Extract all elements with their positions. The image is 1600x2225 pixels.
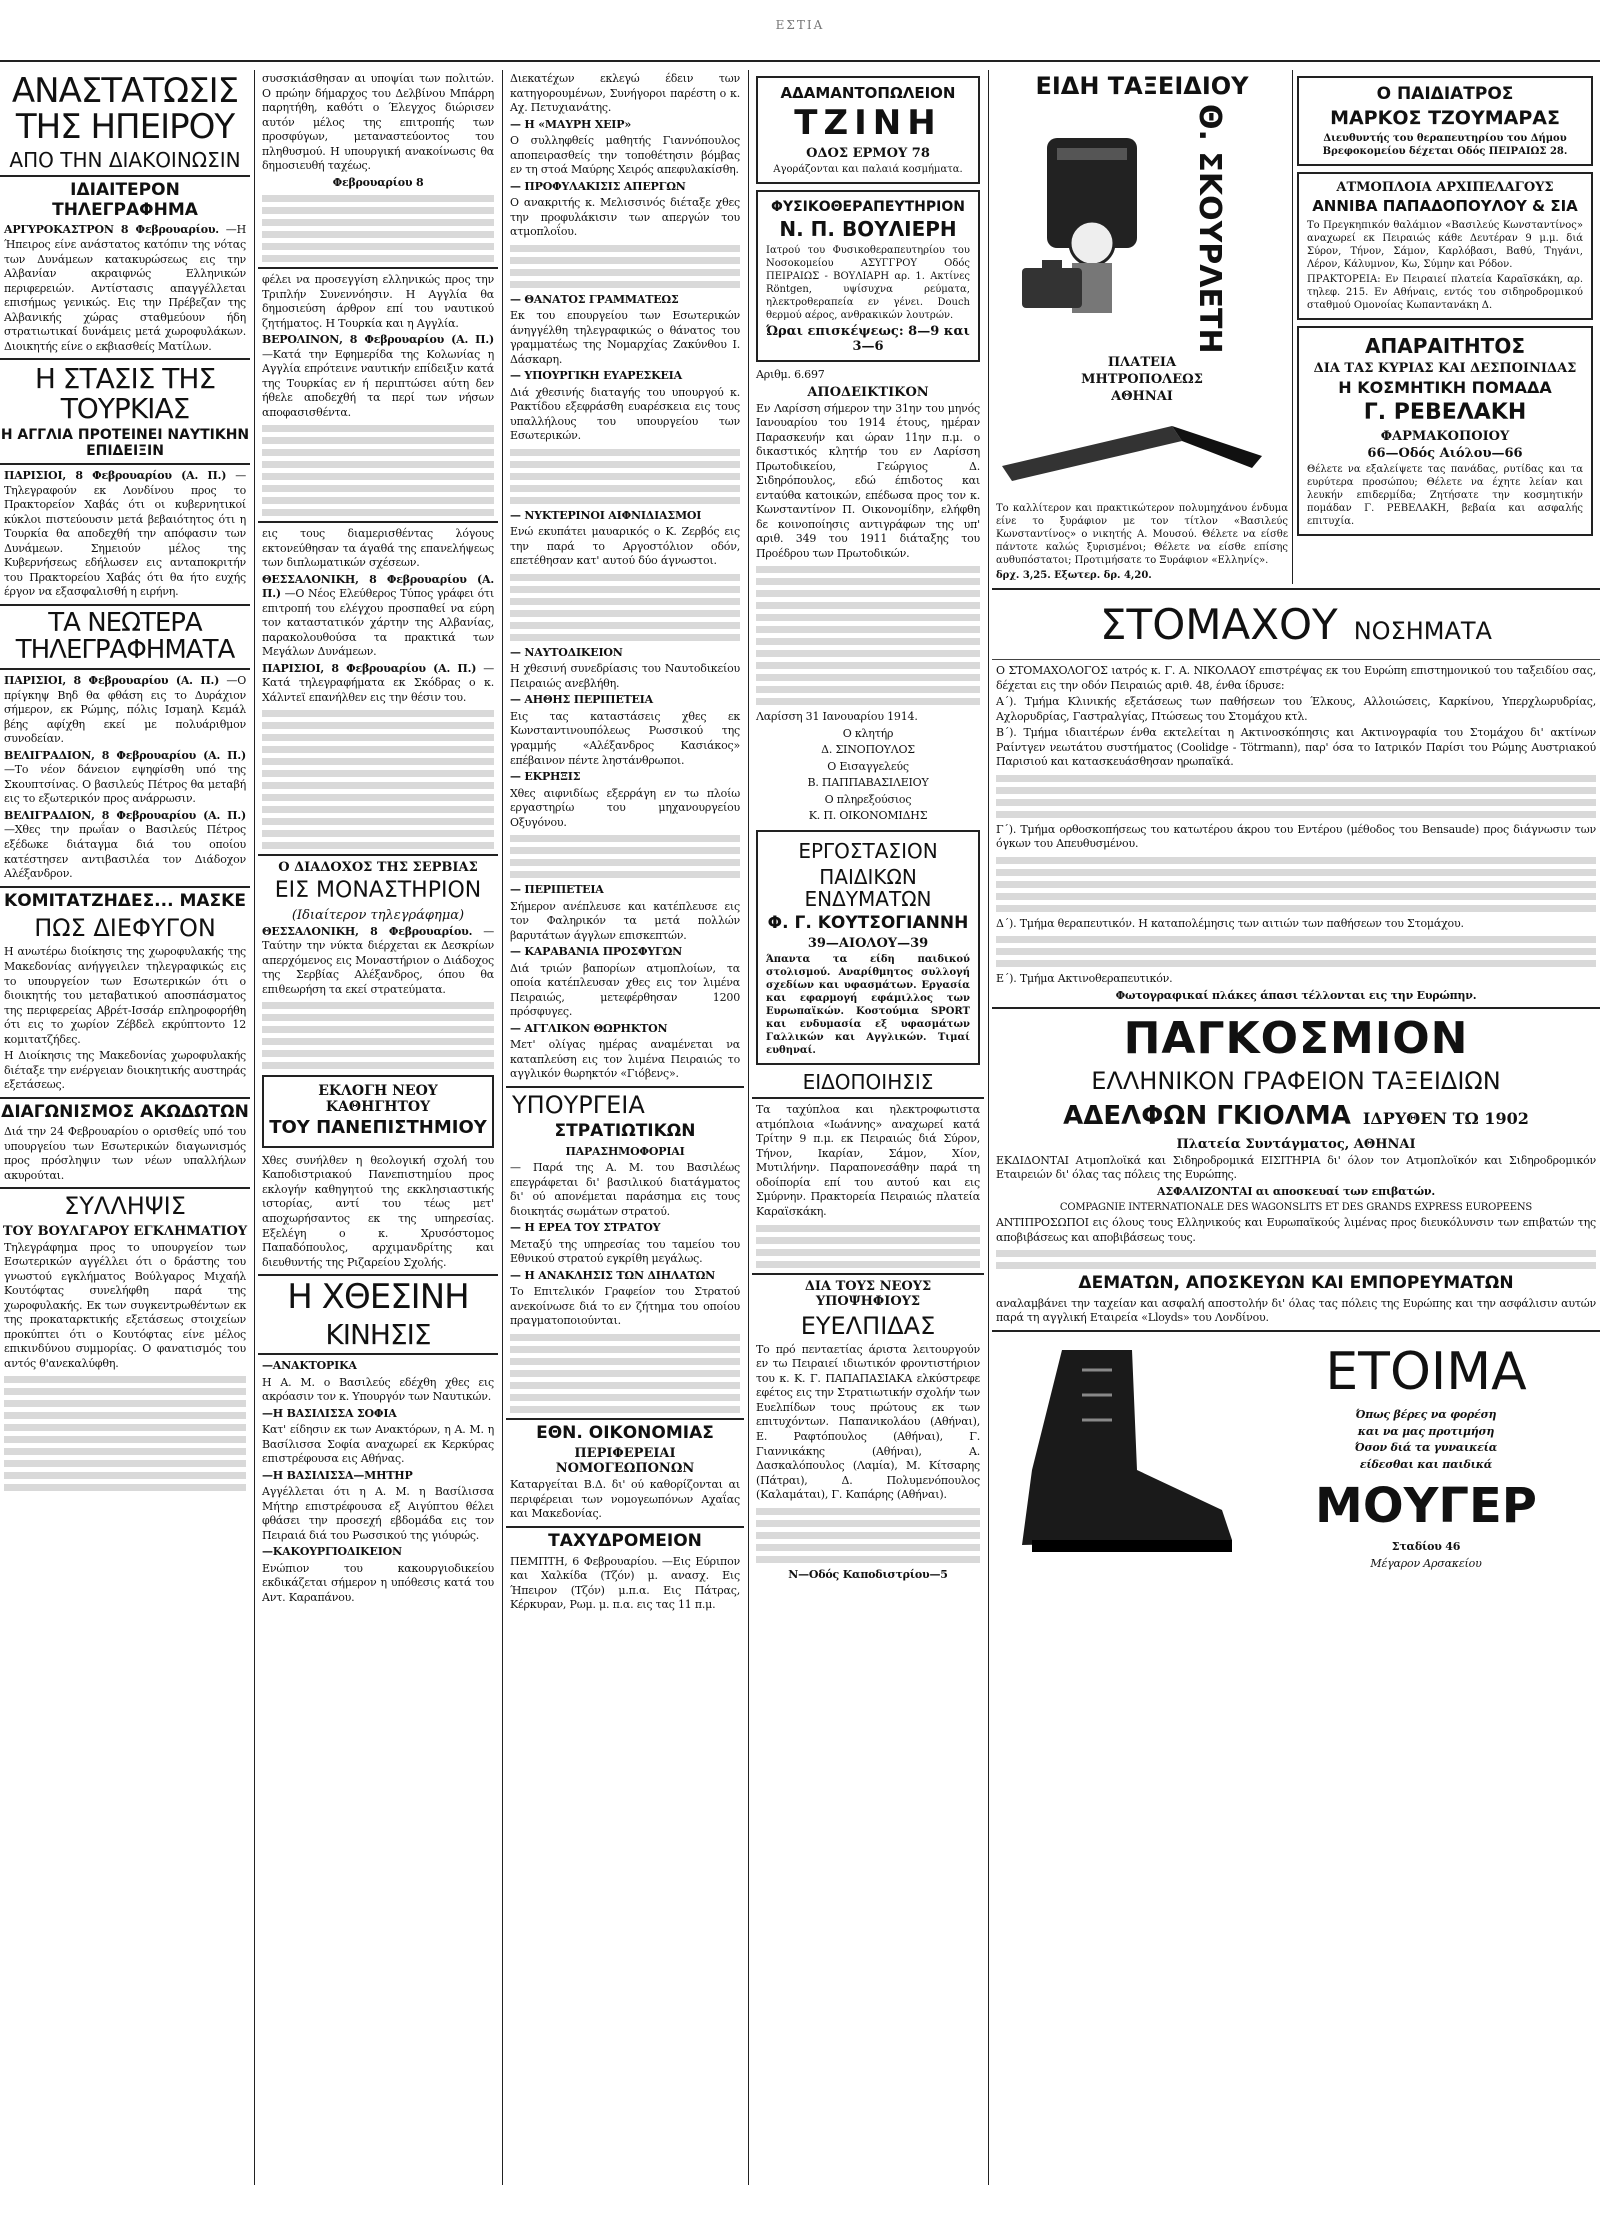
ad-title: ΣΤΟΜΑΧΟΥ: [1100, 600, 1338, 650]
item-head: — ΝΥΚΤΕΡΙΝΟΙ ΑΙΦΝΙΔΙΑΣΜΟΙ: [510, 508, 702, 522]
dateline: ΠΑΡΙΣΙΟΙ, 8 Φεβρουαρίου (Α. Π.): [4, 469, 227, 483]
subhead-monastir: ΕΙΣ ΜΟΝΑΣΤΗΡΙΟΝ: [274, 878, 482, 904]
item-head: —Η ΒΑΣΙΛΙΣΣΑ—ΜΗΤΗΡ: [262, 1468, 413, 1482]
item-court: Ενώπιον του κακουργιοδικείου εκδικάζεται σήμερον η υπόθεσις κατά του Αντ. Καραπάνου.: [262, 1561, 494, 1604]
ad-text: Άπαντα τα είδη παιδικού στολισμού. Αναρίθμητος συλλογή σχεδίων και υφασμάτων. Εργασία και εφαρμογή εφάμιλλος των Ευρωπαϊκών. Κοστούμια SPORT και ενδυμασία εξ υφασμάτων Γαλλικών και Αγγλικών. Τιμαί ευθηναί.: [766, 954, 970, 1057]
item-head: — ΑΗΘΗΣ ΠΕΡΙΠΕΤΕΙΑ: [510, 693, 653, 707]
ad-address: ΜΗΤΡΟΠΟΛΕΩΣ: [1081, 372, 1203, 388]
ad-address: 39—ΑΙΟΛΟΥ—39: [807, 936, 929, 952]
ad-shoes: [992, 1336, 1600, 1573]
item-recall: Το Επιτελικόν Γραφείον του Στρατού ανεκοίνωσε διά το εν ζήτημα του οποίου πραγματοποιούνται.: [510, 1285, 740, 1328]
ad-jeweller: [756, 76, 980, 184]
suitcase-shape: [1022, 268, 1082, 308]
item-head: — ΠΡΟΦΥΛΑΚΙΣΙΣ ΑΠΕΡΓΩΝ: [510, 179, 686, 193]
ad-text: Θέλετε να εξαλείψετε τας πανάδας, ρυτίδας και τα ευρύτερα προσώπου; Θέλετε να έχητε λείαν και λευκήν επιδερμίδα; Ζητήσατε την κοσμητικήν πομάδαν Γ. ΡΕΒΕΛΑΚΗ, βεβαία και ασφαλής επιτυχία.: [1307, 464, 1583, 528]
subhead-bulgarian: ΤΟΥ ΒΟΥΛΓΑΡΟΥ ΕΓΚΛΗΜΑΤΙΟΥ: [2, 1223, 248, 1239]
article-professor: Χθες συνήλθεν η θεολογική σχολή του Καποδιστριακού Πανεπιστημίου προς εκλογήν καθηγητού της εκκλησιαστικής ιστορίας, αντί του τέως μετ' αποχωρήσαντος εκ της υπηρεσίας. Εξελέγη ο κ. Χρυσόστομος Παπαδόπουλος, αρχιμανδρίτης και διευθυντής της Ριζαρείου Σχολής.: [262, 1153, 494, 1269]
article-komitadjis-2: Η Διοίκησις της Μακεδονίας χωροφυλακής διέταξε την ενέργειαν διοικητικής αυστηράς εξετάσεως.: [4, 1049, 246, 1092]
ad-line: Όσον διά τα γυναικεία: [1354, 1441, 1498, 1455]
ad-title: ΕΤΟΙΜΑ: [1325, 1342, 1527, 1402]
boot-shape: [1022, 1350, 1232, 1545]
ad-address: ΑΘΗΝΑΙ: [1111, 389, 1173, 405]
dateline: ΘΕΣΣΑΛΟΝΙΚΗ, 8 Φεβρουαρίου (Α. Π.): [262, 572, 494, 601]
illegible-text: [756, 1508, 980, 1563]
ad-name: Ν. Π. ΒΟΥΛΙΕΡΗ: [779, 217, 957, 242]
ad-pediatrician: [1297, 76, 1593, 166]
item-head: —ΚΑΚΟΥΡΓΙΟΔΙΚΕΙΟΝ: [262, 1545, 402, 1559]
rule: [752, 1273, 984, 1275]
ad-stomach-e: Ε΄). Τμήμα Ακτινοθεραπευτικόν.: [996, 972, 1173, 986]
headline-turkey: Η ΣΤΑΣΙΣ ΤΗΣ ΤΟΥΡΚΙΑΣ: [34, 362, 216, 425]
rule: [258, 1274, 498, 1276]
article-paris-2: [4, 674, 246, 747]
rule: [258, 854, 498, 856]
column-5: [992, 70, 1600, 2185]
item-head: — ΝΑΥΤΟΔΙΚΕΙΟΝ: [510, 645, 623, 659]
ad-agents: ΠΡΑΚΤΟΡΕΙΑ: Εν Πειραιεί πλατεία Καραϊσκάκη, αρ. τηλεφ. 215. Εν Αθήναις, εντός του σιδηροδρομικού σταθμού Ομονοίας Κωπαντανάκη Δ.: [1307, 273, 1583, 311]
illegible-text: [756, 566, 980, 705]
candidates-text: Το πρό πενταετίας άριστα λειτουργούν εν τω Πειραιεί ιδιωτικόν φροντιστήριον του κ. Κ. Γ. ΠΑΠΑΠΑΣΙΑΚΑ ελκύστρεφε εφέτος εις την Στρατιωτικήν σχολήν των Ευελπίδων τους πρώτους εκ των επιτυχόντων. Παπανικολάου (Αθήναι), Ε. Ραφτόπουλος (Αθήναι), Γ. Γιαννικάκης (Αθήναι), Α. Δασκαλόπουλος (Λαμία), Μ. Κίτσαρης (Πάτραι), Δ. Πολυμενόπουλος (Καλαμάται), Γ. Καπάρης (Αθήναι).: [756, 1342, 980, 1502]
headline-serbian-heir: Ο ΔΙΑΔΟΧΟΣ ΤΗΣ ΣΕΡΒΙΑΣ: [278, 860, 478, 876]
ad-name: ΤΖΙΝΗ: [794, 103, 942, 144]
subhead-communique: ΑΠΟ ΤΗΝ ΔΙΑΚΟΙΝΩΣΙΝ: [9, 148, 241, 173]
subhead-movement: ΚΙΝΗΣΙΣ: [325, 1317, 431, 1351]
headline-professor: ΕΚΛΟΓΗ ΝΕΟΥ ΚΑΘΗΓΗΤΟΥ: [318, 1083, 438, 1116]
illegible-text: [510, 449, 740, 504]
headline-arrest: ΣΥΛΛΗΨΙΣ: [64, 1192, 186, 1221]
ad-title: ΠΑΓΚΟΣΜΙΟΝ: [1123, 1013, 1469, 1065]
ad-line: Όπως βέρες να φορέση: [1355, 1408, 1497, 1421]
article-competition: Διά την 24 Φεβρουαρίου ο ορισθείς υπό του υπουργείου των Εσωτερικών διαγωνισμός προς πρόσληψιν των νέων υπαλλήλων ακυρούται.: [4, 1125, 246, 1182]
headline-komitadjis: ΚΟΜΙΤΑΤΖΗΔΕΣ... ΜΑΣΚΕ: [4, 890, 246, 911]
illegible-text: [996, 857, 1596, 912]
article-text: —Ο πρίγκηψ Βηδ θα φθάση εις το Δυράχιον σήμερον, εκ Ρώμης, πόλις Ισμαηλ Κεμάλ βέης αφίχθη εκεί με πολυάριθμον συνοδείαν.: [4, 674, 247, 746]
illegible-text: [510, 574, 740, 641]
dateline: ΘΕΣΣΑΛΟΝΙΚΗ, 8 Φεβρουαρίου.: [262, 924, 473, 938]
ad-stomach-b: Β΄). Τμήμα ιδιαιτέρων ένθα εκτελείται η Ακτινοσκόπησις και Ακτινογραφία του Στομάχου δι' ακτίνων Ραίντγεν νεωτάτου συστήματος (Coolidge - Tötrmann), παρ' όσα το Ιατρικόν Παρίσι του Ρώμης Αυστριακού Παρισιού και κατασκευάσθησαν ηρωπαϊκά.: [996, 726, 1596, 769]
column-4: [752, 70, 984, 2185]
notice-signature: Ο κλητήρ: [842, 726, 894, 740]
subhead-escape: ΠΩΣ ΔΙΕΦΥΓΟΝ: [34, 914, 216, 943]
notice-signature: Δ. ΣΙΝΟΠΟΥΛΟΣ: [821, 743, 915, 757]
ad-name: ΑΔΕΛΦΩΝ ΓΚΙΟΛΜΑ: [1063, 1100, 1351, 1131]
illegible-text: [510, 245, 740, 288]
headline-ministries: ΥΠΟΥΡΓΕΙΑ: [512, 1090, 645, 1119]
column-rule: [748, 70, 749, 2185]
ad-company: COMPAGNIE INTERNATIONALE DES WAGONSLITS ET DES GRANDS EXPRESS EUROPEENS: [1059, 1202, 1533, 1214]
ad-year: ΙΔΡΥΘΕΝ ΤΩ 1902: [1362, 1108, 1529, 1128]
article-monastir: [262, 925, 494, 998]
item-commendation: Διά χθεσινής διαταγής του υπουργού κ. Ρακτίδου εξεφράσθη ευαρέσκεια εις τους υπαλλήλους του υπουργείου των Εσωτερικών.: [510, 385, 740, 443]
ad-goods-text: αναλαμβάνει την ταχείαν και ασφαλή αποστολήν δι' όλας τας πόλεις της Ευρώπης και την ασφάλισιν αυτών παρά τη αγγλική Εταιρεία «Lloyds» του Λονδίνου.: [996, 1296, 1596, 1325]
ad-text: Ιατρού του Φυσικοθεραπευτηρίου του Νοσοκομείου ΑΣΥΓΓΡΟΥ Οδός ΠΕΙΡΑΙΩΣ - ΒΟΥΛΙΑΡΗ αρ. 1. Ακτίνες Röntgen, υψίσυχνα ρεύματα, ηλεκτροθεραπεία εν γένει. Douch θερμού αέρος, ανθρακικών λουτρών.: [766, 245, 970, 322]
ad-childrens-clothes: [756, 830, 980, 1066]
ad-subtitle: ΔΙΑ ΤΑΣ ΚΥΡΙΑΣ ΚΑΙ ΔΕΣΠΟΙΝΙΔΑΣ: [1313, 360, 1577, 376]
item-head: —ΑΝΑΚΤΟΡΙΚΑ: [262, 1359, 357, 1373]
article-paris-3: [262, 662, 494, 706]
illegible-text: [262, 195, 494, 262]
ad-title-2: ΝΟΣΗΜΑΤΑ: [1353, 617, 1492, 646]
column-1: [0, 70, 250, 2185]
rule: [752, 1097, 984, 1099]
article-turkey-cont: φέλει να προσεγγίση ελληνικώς προς την Τριπλήν Συνεννόησιν. Η Αγγλία θα δημοσιεύση άρθρον επί του ναυτικού ζητήματος. Η Τουρκία και η Αγγλία.: [262, 273, 494, 330]
article-komitadjis: Η ανωτέρω διοίκησις της χωροφυλακής της Μακεδονίας ανήγγειλεν τηλεγραφικώς εις το υπουργείον των Εσωτερικών ότι ο διοικητής του μεταβατικού αποσπάσματος της περιφερείας Αβρέτ-Ισσάρ επληροφορήθη ότι εις το χωρίον Ζέβδελ εκρύπτοντο 12 κομιτατζήδες.: [4, 945, 246, 1046]
item-adventure-2: Σήμερον ανέπλευσε και κατέπλευσε εις τον Φαληρικόν τα μετά πολλών βαρυτάτων άγγλων επισκεπτών.: [510, 899, 740, 942]
headline-latest-telegrams: ΤΑ ΝΕΩΤΕΡΑ ΤΗΛΕΓΡΑΦΗΜΑΤΑ: [15, 607, 235, 666]
ad-illustration-row: [992, 104, 1292, 354]
luggage-illustration: [992, 118, 1192, 338]
ad-stomach-intro: Ο ΣΤΟΜΑΧΟΛΟΓΟΣ ιατρός κ. Γ. Α. ΝΙΚΟΛΑΟΥ επιστρέψας εκ του Ευρώπη επιστημονικού του ταξειδίου σας, δέχεται εις την οδόν Πειραιώς αριθ. 48, ένθα ίδρυσε:: [996, 664, 1596, 692]
rule: [0, 604, 250, 606]
ad-title: Ο ΠΑΙΔΙΑΤΡΟΣ: [1376, 84, 1514, 104]
ad-stomach-d: Δ΄). Τμήμα θεραπευτικόν. Η καταπολέμησις των αιτιών των παθήσεων του Στομάχου.: [996, 916, 1464, 930]
telegram-note: (Ιδιαίτερον τηλεγράφημα): [291, 907, 465, 923]
item-army: Μεταξύ της υπηρεσίας του ταμείου του Εθνικού στρατού εγκρίθη μεγάλως.: [510, 1237, 740, 1266]
item-queen-sofia: Κατ' είδησιν εκ των Ανακτόρων, η Α. Μ. η Βασίλισσα Σοφία αναχωρεί εκ Κερκύρας επιστρέφουσα εις Αθήνας.: [262, 1423, 494, 1466]
ad-name: ΑΝΝΙΒΑ ΠΑΠΑΔΟΠΟΥΛΟΥ & ΣΙΑ: [1312, 197, 1578, 216]
stomach-title-row: [992, 594, 1600, 655]
ad-hours: Ώραι επισκέψεως: 8—9 και 3—6: [766, 324, 970, 355]
rule: [0, 668, 250, 670]
ad-address: Μέγαρον Αρσακείου: [1370, 1556, 1482, 1570]
ad-text: ΕΚΔΙΔΟΝΤΑΙ Ατμοπλοϊκά και Σιδηροδρομικά ΕΙΣΙΤΗΡΙΑ δι' όλον τον Ατμοπλοϊκόν και Σιδηροδρομικόν Εταιρειών δι' όλας τας πόλεις της Ευρώπης.: [996, 1153, 1596, 1182]
notice-signature: Ο πληρεξούσιος: [824, 792, 912, 806]
ad-text: Αγοράζονται και παλαιά κοσμήματα.: [773, 163, 963, 175]
item-agronomists: Καταργείται Β.Δ. δι' ού καθορίζονται αι περιφέρειαι των νομογεωπόνων Αχαΐας και Μακεδονίας.: [510, 1478, 740, 1521]
column-rule: [254, 70, 255, 2185]
illegible-text: [510, 835, 740, 878]
rule: [992, 1330, 1600, 1332]
item-queen-mother: Αγγέλλεται ότι η Α. Μ. η Βασίλισσα Μήτηρ επιστρέφουσα εξ Αιγύπτου θέλει φθάσει την προσεχή εβδομάδα εις τον Πειραιά διά του Ρωσσικού της γιόυρώς.: [262, 1485, 494, 1542]
illegible-text: [996, 1250, 1596, 1269]
ad-line: και να μας προτιμήση: [1357, 1424, 1495, 1438]
column-3: [506, 70, 744, 2185]
ad-title: ΦΥΣΙΚΟΘΕΡΑΠΕΥΤΗΡΙΟΝ: [771, 198, 965, 215]
illegible-text: [262, 710, 494, 849]
ad-title: ΕΙΔΗ ΤΑΞΕΙΔΙΟΥ: [1035, 72, 1249, 100]
ad-brand-2: ΦΑΡΜΑΚΟΠΟΙΟΥ: [1380, 429, 1510, 445]
article-text: —Ο Νέος Ελεύθερος Τύπος γράφει ότι επιτροπή του ελέγχου προσπαθεί να εύρη τον καταστατικόν χάρτην της Αλβανίας, παρακολουθούσα τα πρακτικά των Μεγάλων Δυνάμεων.: [262, 587, 494, 659]
headline-notices: ΕΙΔΟΠΟΙΗΣΙΣ: [802, 1070, 934, 1095]
notice-signature: Β. ΠΑΠΠΑΒΑΣΙΛΕΙΟΥ: [807, 776, 929, 790]
ad-price: δρχ. 3,25. Εξωτερ. δρ. 4,20.: [996, 570, 1152, 582]
child-head: [1070, 221, 1114, 265]
ad-name: Θ. ΣΚΟΥΡΛΕΤΗ: [1192, 103, 1227, 354]
article-arrest: Τηλεγράφημα προς το υπουργείον των Εσωτερικών αγγέλλει ότι ο δράστης του γνωστού εγκλήματος Βούλγαρος Μιχαήλ Κουτόφτας συνελήφθη παρά της χωροφυλακής. Εκ των συγκεντρωθέντων εκ της προκαταρκτικής εξετάσεως στοιχείων προκύπτει ότι ο Κουτόφτας είνε μέλος επικινδύνου συμμορίας. Ο φανατισμός του αντός θ'ανεκαλύφθη.: [4, 1240, 246, 1370]
rule: [0, 358, 250, 360]
notice-title: ΑΠΟΔΕΙΚΤΙΚΟΝ: [807, 384, 929, 400]
ad-physiotherapy: [756, 190, 980, 362]
ad-text: Διευθυντής του θεραπευτηρίου του Δήμου Βρεφοκομείου δέχεται Οδός ΠΕΙΡΑΙΩΣ 28.: [1322, 133, 1568, 158]
column-2: [258, 70, 498, 2185]
article-argyrokastron: [4, 223, 246, 354]
ad-address: ΠΛΑΤΕΙΑ: [1107, 355, 1177, 371]
subhead-cadets: ΕΥΕΛΠΙΔΑΣ: [800, 1311, 936, 1340]
ad-goods-title: ΔΕΜΑΤΩΝ, ΑΠΟΣΚΕΥΩΝ ΚΑΙ ΕΜΠΟΡΕΥΜΑΤΩΝ: [1078, 1273, 1514, 1294]
ad-name: ΜΑΡΚΟΣ ΤΖΟΥΜΑΡΑΣ: [1330, 106, 1560, 129]
article-thessaloniki: [262, 573, 494, 660]
illegible-text: [4, 1376, 246, 1491]
notice-number: Αριθμ. 6.697: [756, 368, 825, 382]
item-lead: Διεκατέχων εκλεγώ έδειν των κατηγορουμένων, Συνήγοροι παρέστη ο κ. Αχ. Πετυχιανάτης.: [510, 72, 740, 115]
column-rule: [502, 70, 503, 2185]
item-head: — ΑΓΓΛΙΚΟΝ ΘΩΡΗΚΤΟΝ: [510, 1021, 668, 1035]
article-text: —Ταύτην την νύκτα διέρχεται εκ Δεσκρίων απερχόμενος εις Μοναστήριον ο Διάδοχος της Σερβίας Αλέξανδρος, όπου θα επιθεωρήση τα εκεί στρατεύματα.: [262, 924, 494, 996]
agency-name-row: [992, 1099, 1600, 1135]
illegible-text: [996, 775, 1596, 818]
rule: [0, 1097, 250, 1099]
illegible-text: [262, 1002, 494, 1069]
article-text: —Χθες την πρωΐαν ο Βασιλεύς Πέτρος εξέδωκε διάταγμα διά του οποίου κατέστησεν αντιβασιλέα τον Διάδοχον Αλέξανδρον.: [4, 823, 246, 881]
item-battleship: Μετ' ολίγας ημέρας αναμένεται να καταπλεύση εις τον λιμένα Πειραιώς το αγγλικόν θωρηκτόν «Γιόβενς».: [510, 1038, 740, 1081]
ad-title: ΑΤΜΟΠΛΟΙΑ ΑΡΧΙΠΕΛΑΓΟΥΣ: [1336, 180, 1554, 196]
illegible-text: [996, 936, 1596, 967]
ad-title: ΑΠΑΡΑΙΤΗΤΟΣ: [1365, 333, 1525, 358]
subhead-university: ΤΟΥ ΠΑΝΕΠΙΣΤΗΜΙΟΥ: [269, 1117, 487, 1139]
rule: [258, 267, 498, 269]
article-text: — Τηλεγραφούν εκ Λονδίνου προς το Πρακτορείον Χαβάς ότι οι κυβερνητικοί κύκλοι πιστεύουσιν μετά βεβαιότητος ότι η Τουρκία θα αποδεχθή την απόφασιν των Δυνάμεων. Σημειούν μέλος της Κυβερνήσεως εδήλωσεν εις ανταποκριτήν του Πρακτορείου Χαβάς ότι θα ήτο ευχής έργον να εξασφαλισθή η ειρήνη.: [4, 469, 247, 599]
ad-title: ΑΔΑΜΑΝΤΟΠΩΛΕΙΟΝ: [780, 84, 956, 102]
item-head: — ΠΕΡΙΠΕΤΕΙΑ: [510, 883, 604, 897]
article-epirus-cont: συσσκιάσθησαν αι υποψίαι των πολιτών. Ο πρώην δήμαρχος του Δελβίνου Μπάρρη παρητήθη, καθότι ο Έλεγχος διώρισεν αυτόν μέλος της επιτροπής των προσφύγων, μεταναστεύοντος του πληθυσμού. Η υπουργική ανακοίνωσις θα δημοσιευθή ταχέως.: [262, 72, 494, 173]
subhead-agronomists: ΠΕΡΙΦΕΡΕΙΑΙ ΝΟΜΟΓΕΩΠΟΝΩΝ: [555, 1446, 695, 1477]
item-head: ΠΑΡΑΣΗΜΟΦΟΡΙΑΙ: [565, 1144, 685, 1158]
illegible-text: [510, 1334, 740, 1413]
right-ads-stack: [1293, 70, 1597, 584]
column-rule: [988, 70, 989, 2185]
rule: [0, 463, 250, 465]
headline-candidates: ΔΙΑ ΤΟΥΣ ΝΕΟΥΣ ΥΠΟΨΗΦΙΟΥΣ: [804, 1278, 932, 1309]
rule: [506, 1526, 744, 1528]
ad-title: ΕΡΓΟΣΤΑΣΙΟΝ: [798, 838, 938, 863]
ad-pomade: [1297, 326, 1593, 537]
notice-text: Εν Λαρίσση σήμερον την 31ην του μηνός Ιανουαρίου του 1914 έτους, ημέραν Παρασκευήν και ώραν 11ην π.μ. ο δικαστικός κλητήρ του εν Λαρίσση Πρωτοδικείου, Γεώργιος Δ. Σιδηρόπουλος, εδώ έπιδοτος και ενταύθα κατοικών, επέδωσα προς τον κ. Κωνσταντίνον Π. Οικονομίδην, ελήφθη δε κοινοποίησις αντιγράφων της υπ' αριθ. 349 του 1911 διάταξης του Προέδρου των Πρωτοδικών.: [756, 401, 980, 560]
candidates-address: Ν—Οδός Καποδιστρίου—5: [788, 1567, 948, 1581]
article-text: —Κατά τηλεγραφήματα εκ Σκόδρας ο κ. Χάλντεϊ επανήλθεν εις την θέσιν του.: [262, 661, 495, 704]
item-head: — Η «ΜΑΥΡΗ ΧΕΙΡ»: [510, 117, 631, 131]
razor-blade: [1002, 426, 1182, 481]
headline-post: ΤΑΧΥΔΡΟΜΕΙΟΝ: [548, 1531, 702, 1551]
headline-yesterday: Η ΧΘΕΣΙΝΗ: [287, 1277, 469, 1318]
ad-brand: Γ. ΡΕΒΕΛΑΚΗ: [1363, 400, 1527, 426]
top-rule: [0, 60, 1600, 62]
item-strikers: Ο ανακριτής κ. Μελισσινός διέταξε χθες την προφυλάκισιν των απεργών του ατμοπλοΐου.: [510, 196, 740, 239]
item-head: — ΘΑΝΑΤΟΣ ΓΡΑΜΜΑΤΕΩΣ: [510, 292, 679, 306]
rule: [992, 659, 1600, 660]
ad-address: Σταδίου 46: [1391, 1540, 1461, 1554]
item-refugees: Διά τριών βαπορίων ατμοπλοίων, τα οποία κατέπλευσαν χθες εις τον λιμένα Πειραιώς, μετεφέρθησαν 1200 πρόσφυγες.: [510, 961, 740, 1019]
ad-address: 66—Οδός Αιόλου—66: [1367, 446, 1523, 462]
item-night-attacks: Ενώ εκυπάτει μαυαρικός ο Κ. Ζερβός εις την παρά το Αργοστόλιον οδόν, επετέθησαν κατ' αυτού δύο άγνωστοι.: [510, 525, 740, 568]
ad-line: είδεσθαι και παιδικά: [1359, 1457, 1493, 1471]
rule: [0, 886, 250, 888]
rule: [506, 1086, 744, 1088]
razor-illustration: [992, 406, 1272, 496]
torn-masthead: ΕΣΤΙΑ: [775, 18, 825, 32]
top-ads-row: [992, 70, 1600, 584]
article-berlin: [262, 333, 494, 420]
article-paris: [4, 469, 246, 600]
dateline: ΒΕΛΙΓΡΑΔΙΟΝ, 8 Φεβρουαρίου (Α. Π.): [4, 748, 246, 762]
ad-subtitle: ΕΛΛΗΝΙΚΟΝ ΓΡΑΦΕΙΟΝ ΤΑΞΕΙΔΙΩΝ: [1091, 1067, 1501, 1096]
ad-steamships: [1297, 172, 1593, 319]
razor-handle: [1172, 426, 1262, 468]
notices-text: Τα ταχύπλοα και ηλεκτροφωτιστα ατμόπλοια «Ιωάννης» αναχωρεί κατά Τρίτην 9 π.μ. εκ Πειραιώς διά Σύρον, Τήνον, Ικαρίαν, Σάμον, Χίον, Μυτιλήνην. Παραπονεσάθην παρά τη οδοίπορία επί του αυτού και εις Σμύρνην. Πρακτορεία Πειραιώς πλατεία Καραϊσκάκη.: [756, 1103, 980, 1218]
dateline: ΠΑΡΙΣΙΟΙ, 8 Φεβρουαρίου (Α. Π.): [4, 674, 220, 688]
item-head: — ΕΚΡΗΞΙΣ: [510, 770, 581, 784]
ad-title-2: ΠΑΙΔΙΚΩΝ ΕΝΔΥΜΑΤΩΝ: [804, 864, 932, 911]
article-belgrade-1: [4, 749, 246, 807]
item-decorations: — Παρά της Α. Μ. του Βασιλέως επεγράφεται δι' βασιλικού διατάγματος δι' ού απονέμεται παράσημα εις τους διοικητάς σωμάτων στρατού.: [510, 1161, 740, 1218]
ad-name: Η ΚΟΣΜΗΤΙΚΗ ΠΟΜΑΔΑ: [1338, 377, 1552, 397]
item-head: — ΚΑΡΑΒΑΝΙΑ ΠΡΟΣΦΥΓΩΝ: [510, 945, 683, 959]
ad-name: Φ. Γ. ΚΟΥΤΣΟΓΙΑΝΝΗ: [767, 912, 969, 933]
headline-competition: ΔΙΑΓΩΝΙΣΜΟΣ ΑΚΩΔΩΤΩΝ: [1, 1101, 249, 1122]
rule: [506, 1418, 744, 1420]
subhead-naval: Η ΑΓΓΛΙΑ ΠΡΟΤΕΙΝΕΙ ΝΑΥΤΙΚΗΝ ΕΠΙΔΕΙΞΙΝ: [0, 426, 250, 459]
suitcase-handle: [1042, 260, 1062, 268]
professor-election-box: [262, 1075, 494, 1148]
rule: [258, 521, 498, 523]
ad-text: Το Πρεγκηπικόν θαλάμιον «Βασιλεύς Κωνσταντίνος» αναχωρεί εκ Πειραιώς κάθε Δευτέραν 9 μ.μ. διά Σύρον, Τήνον, Σάμον, Καρλόβασι, Βαθύ, Τηγάνι, Λέρον, Κάλυμνον, Κω, Σύμην και Ρόδον.: [1307, 219, 1583, 270]
boot-sole: [1032, 1540, 1232, 1552]
item-head: — Η ΕΡΕΑ ΤΟΥ ΣΤΡΑΤΟΥ: [510, 1221, 661, 1235]
headline-epirus: ΑΝΑΣΤΑΤΩΣΙΣ ΤΗΣ ΗΠΕΙΡΟΥ: [11, 71, 239, 147]
ad-text-2: ΑΝΤΙΠΡΟΣΩΠΟΙ εις όλους τους Ελληνικούς και Ευρωπαϊκούς λιμένας προς διευκόλυνσιν των επιβατών της αποβιβάσεως και αποβιβάσεως τους.: [996, 1216, 1596, 1244]
notice-date: Λαρίσση 31 Ιανουαρίου 1914.: [756, 710, 918, 724]
subhead-telegram: ΙΔΙΑΙΤΕΡΟΝ ΤΗΛΕΓΡΑΦΗΜΑ: [52, 180, 198, 220]
rule: [992, 588, 1600, 590]
notice-signature: Κ. Π. ΟΙΚΟΝΟΜΙΔΗΣ: [808, 809, 928, 823]
dateline: ΒΕΡΟΛΙΝΟΝ, 8 Φεβρουαρίου (Α. Π.): [262, 333, 494, 347]
rule: [0, 1187, 250, 1189]
item-adventure: Εις τας καταστάσεις χθες εκ Κωνσταντινουπόλεως Ρωσσικού της γραμμής «Αλέξανδρος Κασιάκος» επέβαινον πέντε ληστάνθρωποι.: [510, 709, 740, 767]
article-text: —Κατά την Εφημερίδα της Κολωνίας η Αγγλία επρότεινε ναυτικήν επίδειξιν κατά της Τουρκίας εν ή περιπτώσει αύτη δεν ήθελε αποδεχθή τα περί των νήσων αποφασισθέντα.: [262, 347, 494, 419]
dateline: Φεβρουαρίου 8: [332, 175, 424, 189]
item-head: —Η ΒΑΣΙΛΙΣΣΑ ΣΟΦΙΑ: [262, 1406, 397, 1420]
dateline: ΠΑΡΙΣΙΟΙ, 8 Φεβρουαρίου (Α. Π.): [262, 661, 477, 675]
item-explosion: Χθες αιφνιδίως εξερράγη εν τω πλοίω εργαστηρίω του μηχανουργείου Οξυγόνου.: [510, 786, 740, 829]
ad-text: Το καλλίτερον και πρακτικώτερον πολυμηχάνου ένδυμα είνε το ξυράφιον με τον τίτλον «Βασιλεύς Κωνσταντίνος» ο νικητής Α. Μουσού. Θέλετε να είσθε πάντοτε καλώς ξυρισμένοι; Θέλετε να είσθε επίσης αυθυπόστατοι; Προτιμήσατε το Ξυράφιον «Ελληνίς».: [996, 503, 1288, 567]
article-relations: εις τους διαμερισθέντας λόγους εκτονεύθησαν τα άγαθά της επανελήψεως των διπλωματικών σχέσεων.: [262, 527, 494, 570]
item-post: ΠΕΜΠΤΗ, 6 Φεβρουαρίου. —Εις Εύριπον και Χαλκίδα (Τζόν) μ. ανασχ. Εις Ήπειρον (Τζόν) μ.π.α. Εις Πάτρας, Κέρκυραν, Ρωμ. μ. π.α. εις τας 11 π.μ.: [510, 1554, 740, 1612]
ad-insurance: ΑΣΦΑΛΙΖΟΝΤΑΙ αι αποσκευαί των επιβατών.: [1157, 1184, 1435, 1198]
ad-stomach-c: Γ΄). Τμήμα ορθοσκοπήσεως του κατωτέρου άκρου του Εντέρου (μέθοδος του Bensaude) προς διάγνωσιν των όγκων του Απευθυσμένου.: [996, 822, 1596, 851]
notice-signature: Ο Εισαγγελεύς: [827, 759, 909, 773]
item-naval-court: Η χθεσινή συνεδρίασις του Ναυτοδικείου Πειραιώς ανεβλήθη.: [510, 662, 740, 690]
article-text: —Η Ήπειρος είνε ανάστατος κατόπιν της νότας των Δυνάμεων κατακυρώσεως εις την Αλβανίαν ακραιφνώς Ελληνικών περιφερειών. Αντίστασις απαγγέλλεται επισήμως γενικώς. Εις την Πρέβεζαν της Αλβανικής χώρας σταθμεύουν ήδη στρατιωτικαί δυνάμεις μετά χωροφυλάκων. Διοικητής είνε ο εκβιασθείς Ματίλων.: [4, 223, 246, 353]
rule: [0, 175, 250, 177]
article-belgrade-2: [4, 809, 246, 882]
illegible-text: [756, 1225, 980, 1268]
boot-illustration: [992, 1340, 1252, 1570]
ad-shoes-text: [1252, 1336, 1600, 1573]
item-head: — Η ΑΝΑΚΛΗΣΙΣ ΤΩΝ ΔΙΗΛΑΤΩΝ: [510, 1268, 716, 1282]
item-head: — ΥΠΟΥΡΓΙΚΗ ΕΥΑΡΕΣΚΕΙΑ: [510, 369, 682, 383]
item-death: Εκ του επουργείου των Εσωτερικών άνηγγέλθη τηλεγραφικώς ο θάνατος του γραμματέως της Νομαρχίας Ζακύνθου Ι. Δάσκαρη.: [510, 309, 740, 366]
item-palace: Η Α. Μ. ο Βασιλεύς εδέχθη χθες εις ακρόασιν τον κ. Υπουργόν των Ναυτικών.: [262, 1375, 494, 1404]
rule: [258, 1353, 498, 1355]
rule: [992, 1007, 1600, 1009]
dateline: ΑΡΓΥΡΟΚΑΣΤΡΟΝ 8 Φεβρουαρίου.: [4, 223, 219, 237]
trunk-strap: [1057, 148, 1127, 160]
item-black-hand: Ο συλληφθείς μαθητής Γιαννόπουλος αποπειρασθείς την τοποθέτησιν βόμβας εν τη στοά Μαύρης Χειρός απεφυλακίσθη.: [510, 134, 740, 177]
ad-name: ΜΟΥΓΕΡ: [1315, 1478, 1537, 1535]
ad-stomach-a: Α΄). Τμήμα Κλινικής εξετάσεως των παθήσεων του Έλκους, Αλλοιώσεις, Καρκίνου, Υπερχλωρυδρίας, Αχλορυδρίας, Γαστραλγίας, Πτώσεως του Στομάχου κτλ.: [996, 695, 1596, 723]
ad-travel-goods: [992, 70, 1293, 584]
ad-address: Πλατεία Συντάγματος, ΑΘΗΝΑΙ: [1176, 1136, 1416, 1152]
subhead-military: ΣΤΡΑΤΙΩΤΙΚΩΝ: [554, 1121, 696, 1142]
article-text: —Το νέον δάνειον εψηφίσθη υπό της Σκουπτσίνας. Ο βασιλεύς Πέτρος θα μεταβή εις το εξωτερικόν προς ανάρρωσιν.: [4, 763, 246, 806]
dateline: ΒΕΛΙΓΡΑΔΙΟΝ, 8 Φεβρουαρίου (Α. Π.): [4, 808, 246, 822]
illegible-text: [262, 425, 494, 516]
ad-stomach-foot: Φωτογραφικαί πλάκες άπασι τέλλονται εις την Ευρώπην.: [1115, 988, 1477, 1002]
headline-economy: ΕΘΝ. ΟΙΚΟΝΟΜΙΑΣ: [536, 1422, 714, 1443]
ad-address: ΟΔΟΣ ΕΡΜΟΥ 78: [806, 145, 930, 161]
